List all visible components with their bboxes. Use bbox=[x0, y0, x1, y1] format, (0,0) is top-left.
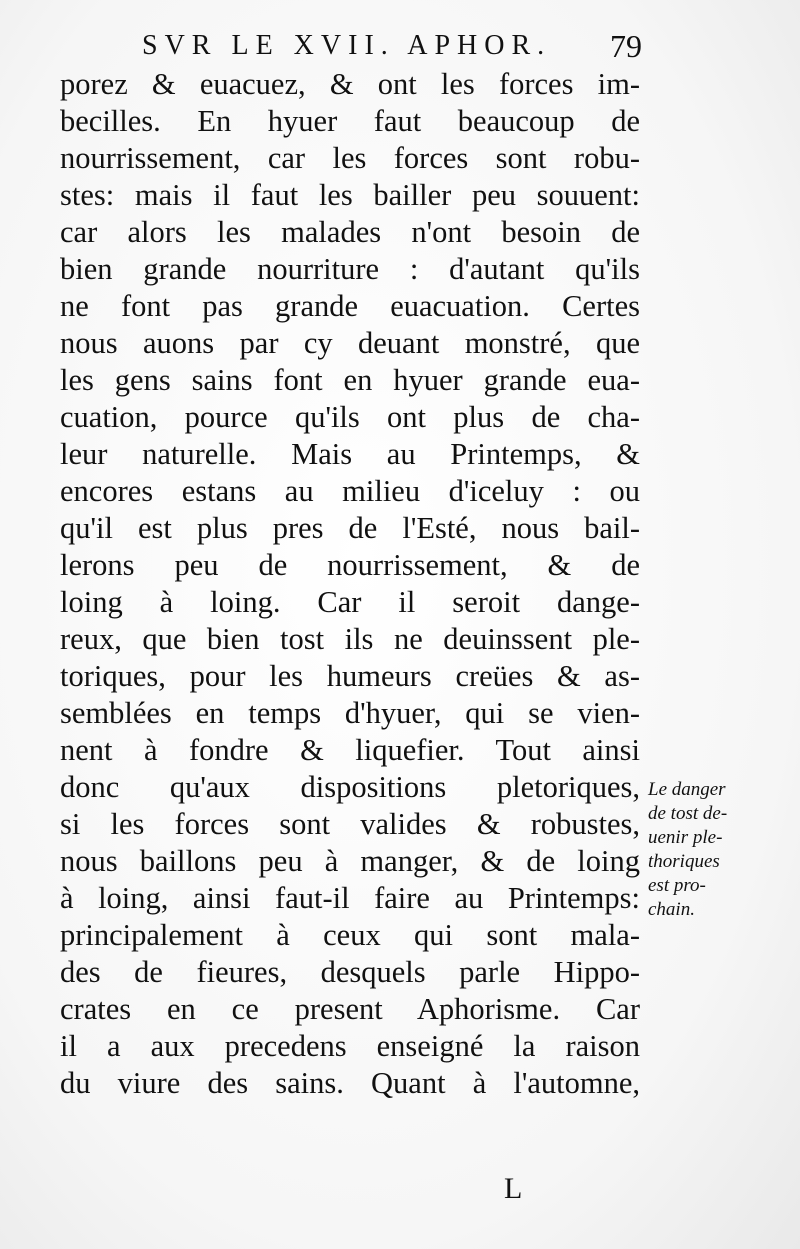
text-line: les gens sains font en hyuer grande eua- bbox=[60, 363, 640, 397]
text-line: cuation, pource qu'ils ont plus de cha- bbox=[60, 400, 640, 434]
margin-note bbox=[648, 778, 798, 922]
text-line: il a aux precedens enseigné la raison bbox=[60, 1029, 640, 1063]
text-line: du viure des sains. Quant à l'automne, bbox=[60, 1066, 640, 1100]
text-line: encores estans au milieu d'iceluy : ou bbox=[60, 474, 640, 508]
text-line: principalement à ceux qui sont mala- bbox=[60, 918, 640, 952]
text-line: des de fieures, desquels parle Hippo- bbox=[60, 955, 640, 989]
margin-note-line: chain. bbox=[648, 899, 695, 920]
text-line: ne font pas grande euacuation. Certes bbox=[60, 289, 640, 323]
text-line: nourrissement, car les forces sont robu- bbox=[60, 141, 640, 175]
text-line: loing à loing. Car il seroit dange- bbox=[60, 585, 640, 619]
text-line: bien grande nourriture : d'autant qu'ils bbox=[60, 252, 640, 286]
text-line: toriques, pour les humeurs creües & as- bbox=[60, 659, 640, 693]
text-line: stes: mais il faut les bailler peu souuent: bbox=[60, 178, 640, 212]
margin-note-line: thoriques bbox=[648, 851, 720, 872]
text-line: reux, que bien tost ils ne deuinssent ple- bbox=[60, 622, 640, 656]
text-line: lerons peu de nourrissement, & de bbox=[60, 548, 640, 582]
text-line: qu'il est plus pres de l'Esté, nous bail- bbox=[60, 511, 640, 545]
body-text bbox=[60, 66, 640, 1102]
page-number: 79 bbox=[610, 28, 642, 64]
text-line: car alors les malades n'ont besoin de bbox=[60, 215, 640, 249]
text-line: nent à fondre & liquefier. Tout ainsi bbox=[60, 733, 640, 767]
page-header bbox=[142, 30, 642, 66]
text-line: leur naturelle. Mais au Printemps, & bbox=[60, 437, 640, 471]
text-line: nous baillons peu à manger, & de loing bbox=[60, 844, 640, 878]
margin-note-line: uenir ple- bbox=[648, 827, 723, 848]
margin-note-line: de tost de- bbox=[648, 803, 728, 824]
text-line: becilles. En hyuer faut beaucoup de bbox=[60, 104, 640, 138]
margin-note-line: Le danger bbox=[648, 779, 726, 800]
margin-note-line: est pro- bbox=[648, 875, 706, 896]
text-line: crates en ce present Aphorisme. Car bbox=[60, 992, 640, 1026]
text-line: à loing, ainsi faut-il faire au Printemps: bbox=[60, 881, 640, 915]
running-head: SVR LE XVII. APHOR. bbox=[142, 30, 552, 61]
text-line: si les forces sont valides & robustes, bbox=[60, 807, 640, 841]
text-line: semblées en temps d'hyuer, qui se vien- bbox=[60, 696, 640, 730]
signature-mark: L bbox=[504, 1172, 523, 1205]
text-line: nous auons par cy deuant monstré, que bbox=[60, 326, 640, 360]
text-line: donc qu'aux dispositions pletoriques, bbox=[60, 770, 640, 804]
text-line: porez & euacuez, & ont les forces im- bbox=[60, 67, 640, 101]
